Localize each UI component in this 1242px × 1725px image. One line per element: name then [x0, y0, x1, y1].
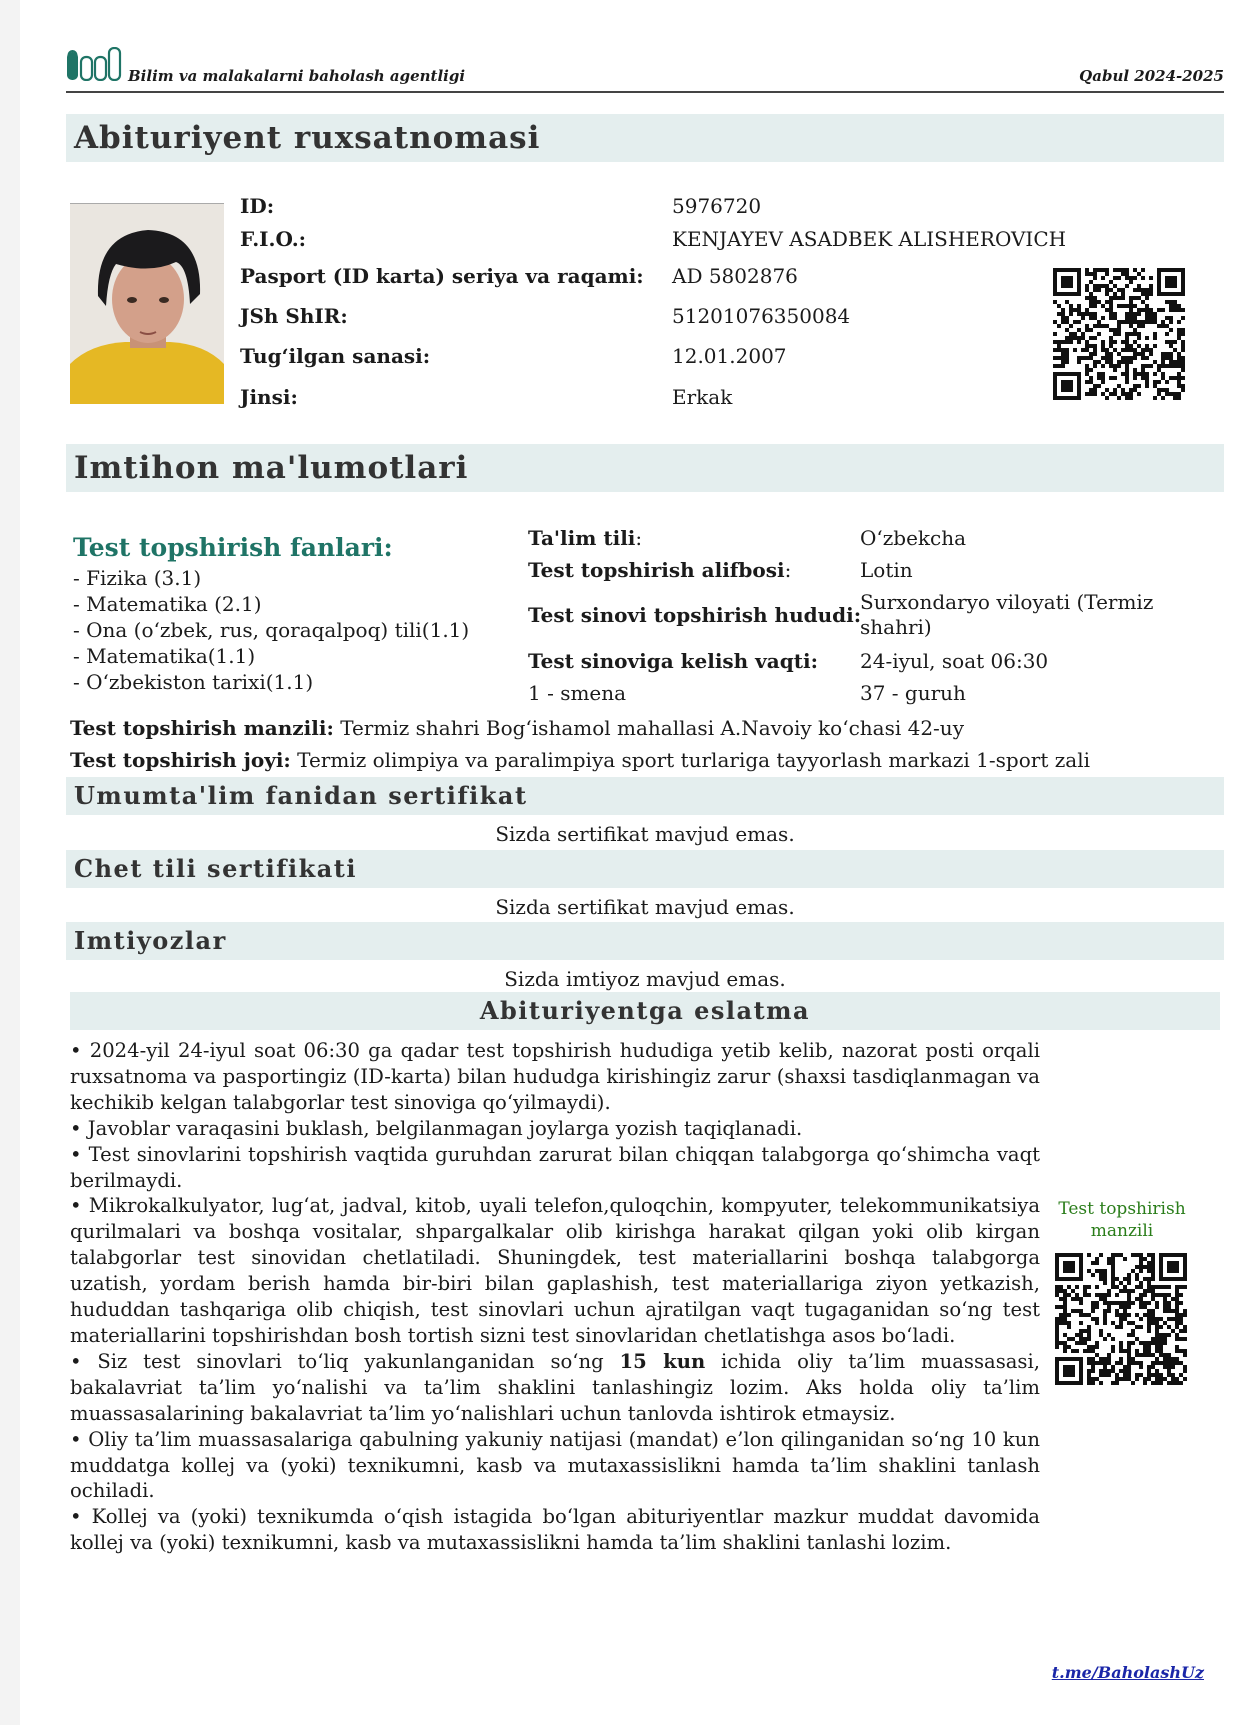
agency-logo-icon: [66, 47, 122, 81]
reminder-item: [70, 1349, 1040, 1427]
reminder-item-part: ichida oliy ta’lim muassasasi, bakalavriat ta’lim yo‘nalishi va ta’lim shaklini tanlashingiz lozim. Aks holda oliy ta’lim muassasalarining bakalavriat ta’lim yo‘nalishlari uchun tanlovda ishtirok etmaysiz.: [70, 1349, 1040, 1425]
passport-label: Pasport (ID karta) seriya va raqami:: [240, 264, 644, 288]
header: [66, 47, 1224, 93]
arrival-label-text: Test sinoviga kelish vaqti:: [528, 649, 818, 673]
shift-value: 1 - smena: [528, 681, 627, 705]
agency-name: Bilim va malakalarni baholash agentligi: [128, 67, 466, 85]
group-value: 37 - guruh: [860, 681, 966, 705]
subject-item: - Matematika(1.1): [73, 644, 256, 668]
reminder-item-part: • Siz test sinovlari to‘liq yakunlanganidan so‘ng: [70, 1349, 620, 1373]
place-line: [70, 748, 1090, 772]
reminder-item: • Mikrokalkulyator, lug‘at, jadval, kitob, uyali telefon,quloqchin, kompyuter, telekommunikatsiya qurilmalari va boshqa vositalar, shpargalkalar olib kirishga harakat qilgan yoki olib kirgan talabgorlar test sinovidan chetlatiladi. Shuningdek, test materiallarini boshqa talabgorga uzatish, yordam berish hamda bir-biri bilan gaplashish, test materiallariga ziyon yetkazish, hududdan tashqariga olib chiqish, test sinovlari uchun ajratilgan vaqt tugaganidan so‘ng test materiallarini topshirishdan bosh tortish sizni test sinovlaridan chetlatishga asos bo‘ladi.: [70, 1194, 1040, 1347]
address-line: [70, 716, 964, 740]
gender-value: Erkak: [672, 385, 733, 409]
privileges-band: [66, 922, 1224, 960]
qr-caption: Test topshirish manzili: [1058, 1199, 1186, 1241]
place-value: Termiz olimpiya va paralimpiya sport turlariga tayyorlash markazi 1-sport zali: [297, 748, 1090, 772]
alphabet-value: Lotin: [860, 558, 913, 582]
id-label: ID:: [240, 194, 275, 218]
permit-title: Abituriyent ruxsatnomasi: [74, 120, 541, 156]
language-value: O‘zbekcha: [860, 526, 967, 550]
location-qr-code-icon: [1055, 1253, 1187, 1385]
reminder-item: • Oliy ta’lim muassasalariga qabulning yakuniy natijasi (mandat) e’lon qilinganidan so‘ng 10 kun muddatga kollej va (yoki) texnikumni, kasb va mutaxassislikni hamda ta’lim shaklini tanlash ochiladi.: [70, 1427, 1040, 1503]
reminder-item: • Javoblar varaqasini buklash, belgilanmagan joylarga yozish taqiqlanadi.: [70, 1116, 803, 1140]
subject-item: - Ona (o‘zbek, rus, qoraqalpoq) tili(1.1): [73, 618, 470, 642]
jshshir-value: 51201076350084: [672, 304, 851, 328]
arrival-label: [528, 649, 818, 673]
address-value: Termiz shahri Bog‘ishamol mahallasi A.Navoiy ko‘chasi 42-uy: [340, 716, 964, 740]
subjects-title: Test topshirish fanlari:: [73, 533, 393, 562]
general-cert-band: [66, 777, 1224, 815]
id-value: 5976720: [672, 194, 762, 218]
general-cert-text: Sizda sertifikat mavjud emas.: [495, 822, 795, 846]
foreign-cert-band: [66, 850, 1224, 888]
birth-value: 12.01.2007: [672, 344, 787, 368]
reminder-band: [70, 992, 1220, 1030]
reminder-item: • Test sinovlarini topshirish vaqtida guruhdan zarurat bilan chiqqan talabgorga qo‘shimcha vaqt berilmaydi.: [70, 1142, 1040, 1192]
subject-item: - O‘zbekiston tarixi(1.1): [73, 670, 314, 694]
privileges-text: Sizda imtiyoz mavjud emas.: [504, 967, 786, 991]
exam-title-band: [66, 444, 1224, 492]
admission-year: Qabul 2024-2025: [1079, 67, 1224, 85]
applicant-photo: [70, 203, 224, 404]
language-label: Ta'lim tili:: [528, 526, 643, 550]
birth-label: Tug‘ilgan sanasi:: [240, 344, 431, 368]
address-label: Test topshirish manzili:: [70, 716, 334, 740]
reminder-item: • Kollej va (yoki) texnikumda o‘qish istagida bo‘lgan abituriyentlar mazkur muddat davomida kollej va (yoki) texnikumni, kasb va mutaxassislikni hamda ta’lim shaklini tanlashi lozim.: [70, 1505, 1040, 1555]
passport-value: AD 5802876: [672, 264, 798, 288]
region-value: Surxondaryo viloyati (Termiz shahri): [860, 590, 1154, 639]
region-label-text: Test sinovi topshirish hududi:: [528, 603, 862, 627]
exam-title: Imtihon ma'lumotlari: [74, 450, 469, 486]
reminder-title: Abituriyentga eslatma: [479, 996, 811, 1025]
language-label-text: Ta'lim tili: [528, 526, 636, 550]
alphabet-label-text: Test topshirish alifbosi: [528, 558, 785, 582]
reminder-notes: [70, 1038, 1040, 1556]
permit-page: [20, 0, 1242, 1725]
subject-item: - Fizika (3.1): [73, 566, 202, 590]
alphabet-label: Test topshirish alifbosi:: [528, 558, 792, 582]
arrival-value: 24-iyul, soat 06:30: [860, 649, 1049, 673]
gender-label: Jinsi:: [240, 385, 298, 409]
fio-label: F.I.O.:: [240, 227, 307, 251]
permit-title-band: [66, 114, 1224, 162]
foreign-cert-title: Chet tili sertifikati: [74, 854, 358, 883]
subject-item: - Matematika (2.1): [73, 592, 262, 616]
qr-code-icon: [1053, 268, 1185, 400]
reminder-item: • 2024-yil 24-iyul soat 06:30 ga qadar test topshirish hududiga yetib kelib, nazorat posti orqali ruxsatnoma va pasportingiz (ID-karta) bilan hududga kirishingiz zarur (shaxsi tasdiqlanmagan va kechikib kelgan talabgorlar test sinoviga qo‘yilmaydi).: [70, 1039, 1040, 1114]
foreign-cert-text: Sizda sertifikat mavjud emas.: [495, 895, 795, 919]
general-cert-title: Umumta'lim fanidan sertifikat: [74, 781, 528, 810]
region-label: [528, 603, 861, 627]
fio-value: KENJAYEV ASADBEK ALISHEROVICH: [672, 227, 1067, 251]
telegram-link[interactable]: t.me/BaholashUz: [1051, 1663, 1204, 1682]
deadline-highlight: 15 kun: [619, 1349, 706, 1373]
jshshir-label: JSh ShIR:: [240, 304, 348, 328]
place-label: Test topshirish joyi:: [70, 748, 291, 772]
privileges-title: Imtiyozlar: [74, 926, 227, 955]
